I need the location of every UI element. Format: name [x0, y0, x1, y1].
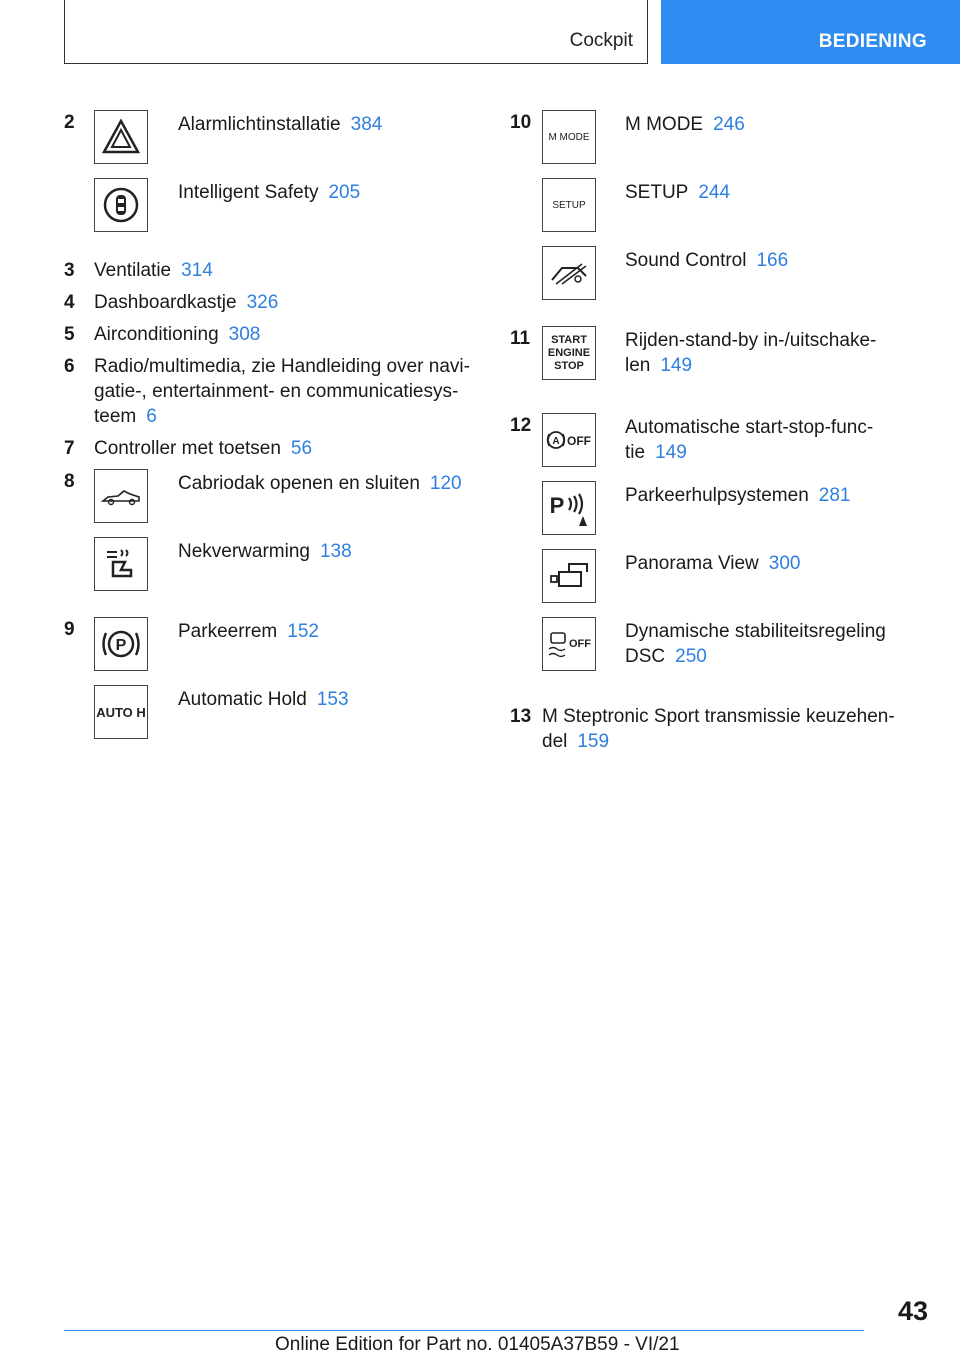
page-ref-link[interactable]: 314	[181, 260, 213, 281]
entry-number: 12	[510, 415, 532, 436]
list-item	[510, 617, 910, 692]
icon-label: STOP	[554, 359, 584, 372]
page-number: 43	[897, 1296, 928, 1326]
intelligent-safety-icon	[94, 178, 148, 232]
page-ref-link[interactable]: 56	[290, 438, 313, 459]
page-ref-link[interactable]: 149	[655, 442, 687, 463]
item-label: Dashboardkastje	[94, 292, 237, 313]
svg-text:P: P	[115, 637, 127, 654]
entry-number: 13	[510, 706, 532, 727]
page-ref-link[interactable]: 246	[713, 114, 745, 135]
page-ref-link[interactable]: 166	[756, 250, 789, 271]
page-ref-link[interactable]: 244	[698, 182, 731, 203]
auto-start-stop-off-icon	[542, 413, 596, 467]
right-column	[510, 110, 910, 761]
left-column	[64, 110, 474, 765]
item-label-line: len	[625, 355, 651, 376]
page-ref-link[interactable]: 384	[350, 114, 383, 135]
hazard-triangle-icon	[94, 110, 148, 164]
entry-number: 8	[64, 471, 75, 492]
svg-text:A: A	[552, 436, 560, 447]
sound-control-icon	[542, 246, 596, 300]
list-item	[510, 326, 910, 401]
start-stop-engine-icon	[542, 326, 596, 380]
item-label-line: Automatische start-stop-func-	[625, 417, 874, 438]
icon-label: AUTO H	[96, 704, 146, 720]
footer-edition: Online Edition for Part no. 01405A37B59 - VI/21	[275, 1334, 680, 1355]
item-label: Sound Control	[625, 250, 747, 271]
entry-number: 6	[64, 356, 75, 377]
list-item	[510, 246, 910, 314]
item-label-line: Dynamische stabiliteitsregeling	[625, 621, 886, 642]
page-ref-link[interactable]: 6	[146, 406, 157, 427]
item-label-line: del	[542, 731, 568, 752]
m-mode-icon	[542, 110, 596, 164]
item-label-line: M Steptronic Sport transmissie keuzehen-	[542, 706, 895, 727]
item-label: Parkeerhulpsystemen	[625, 485, 809, 506]
item-label: Controller met toetsen	[94, 438, 281, 459]
page-ref-link[interactable]: 250	[675, 646, 707, 667]
entry-number: 10	[510, 112, 532, 133]
entry-2	[64, 110, 474, 246]
icon-label: OFF	[569, 638, 591, 650]
entry-10	[510, 110, 910, 314]
item-label: Automatic Hold	[178, 689, 307, 710]
item-label: Nekverwarming	[178, 541, 310, 562]
item-label-line: Radio/multimedia, zie Handleiding over navi-	[94, 356, 470, 377]
item-label-line: Rijden-stand-by in-/uitschake-	[625, 330, 877, 351]
entry-number: 5	[64, 324, 75, 345]
auto-hold-icon	[94, 685, 148, 739]
list-item	[510, 549, 910, 617]
item-label: M MODE	[625, 114, 704, 135]
park-assist-icon	[542, 481, 596, 535]
footer-divider	[64, 1330, 864, 1331]
entry-7	[64, 436, 474, 461]
header-section-tab	[64, 0, 648, 64]
list-item	[510, 178, 910, 246]
icon-label: SETUP	[552, 199, 586, 211]
entry-number: 9	[64, 619, 75, 640]
list-item	[510, 413, 910, 481]
item-label: Airconditioning	[94, 324, 219, 345]
page-ref-link[interactable]: 300	[768, 553, 801, 574]
neck-warmer-icon	[94, 537, 148, 591]
item-label-line: tie	[625, 442, 646, 463]
page-ref-link[interactable]: 326	[246, 292, 279, 313]
page-ref-link[interactable]: 281	[818, 485, 851, 506]
list-item	[64, 537, 474, 605]
page-ref-link[interactable]: 152	[287, 621, 319, 642]
icon-label: M MODE	[548, 131, 590, 143]
entry-number: 7	[64, 438, 75, 459]
entry-4	[64, 290, 474, 315]
item-label: Intelligent Safety	[178, 182, 319, 203]
entry-number: 3	[64, 260, 75, 281]
parking-brake-icon	[94, 617, 148, 671]
setup-icon	[542, 178, 596, 232]
entry-5	[64, 322, 474, 347]
item-label: Parkeerrem	[178, 621, 278, 642]
entry-number: 11	[510, 328, 531, 349]
list-item	[64, 617, 474, 685]
svg-text:P: P	[549, 493, 565, 518]
page-ref-link[interactable]: 149	[660, 355, 693, 376]
entry-9	[64, 617, 474, 753]
entry-6	[64, 354, 474, 429]
page-ref-link[interactable]: 138	[319, 541, 352, 562]
item-label: Ventilatie	[94, 260, 172, 281]
page-ref-link[interactable]: 153	[316, 689, 349, 710]
item-label: Panorama View	[625, 553, 759, 574]
item-label: Cabriodak openen en sluiten	[178, 473, 420, 494]
header-chapter-tab	[661, 0, 960, 64]
section-title: Cockpit	[569, 30, 633, 51]
page-ref-link[interactable]: 120	[429, 473, 462, 494]
list-item	[64, 178, 474, 246]
list-item	[510, 481, 910, 549]
icon-label: START	[551, 333, 587, 346]
item-label-line: teem	[94, 406, 137, 427]
entry-12	[510, 413, 910, 692]
list-item	[64, 110, 474, 178]
list-item	[64, 685, 474, 753]
entry-11	[510, 326, 910, 401]
entry-3	[64, 258, 474, 283]
entry-8	[64, 469, 474, 605]
icon-label: ENGINE	[547, 346, 591, 359]
panorama-view-icon	[542, 549, 596, 603]
entry-number: 2	[64, 112, 75, 133]
list-item	[510, 110, 910, 178]
item-label: SETUP	[625, 182, 689, 203]
dsc-off-icon	[542, 617, 596, 671]
entry-13	[510, 704, 910, 754]
icon-label: OFF	[567, 434, 591, 448]
chapter-title: BEDIENING	[818, 31, 927, 52]
page-ref-link[interactable]: 308	[228, 324, 261, 345]
convertible-roof-icon	[94, 469, 148, 523]
page-ref-link[interactable]: 159	[577, 731, 610, 752]
item-label-line: DSC	[625, 646, 666, 667]
entry-number: 4	[64, 292, 75, 313]
item-label-line: gatie-, entertainment- en communicatiesys-	[94, 381, 459, 402]
list-item	[64, 469, 474, 537]
page-ref-link[interactable]: 205	[328, 182, 361, 203]
item-label: Alarmlichtinstallatie	[178, 114, 341, 135]
